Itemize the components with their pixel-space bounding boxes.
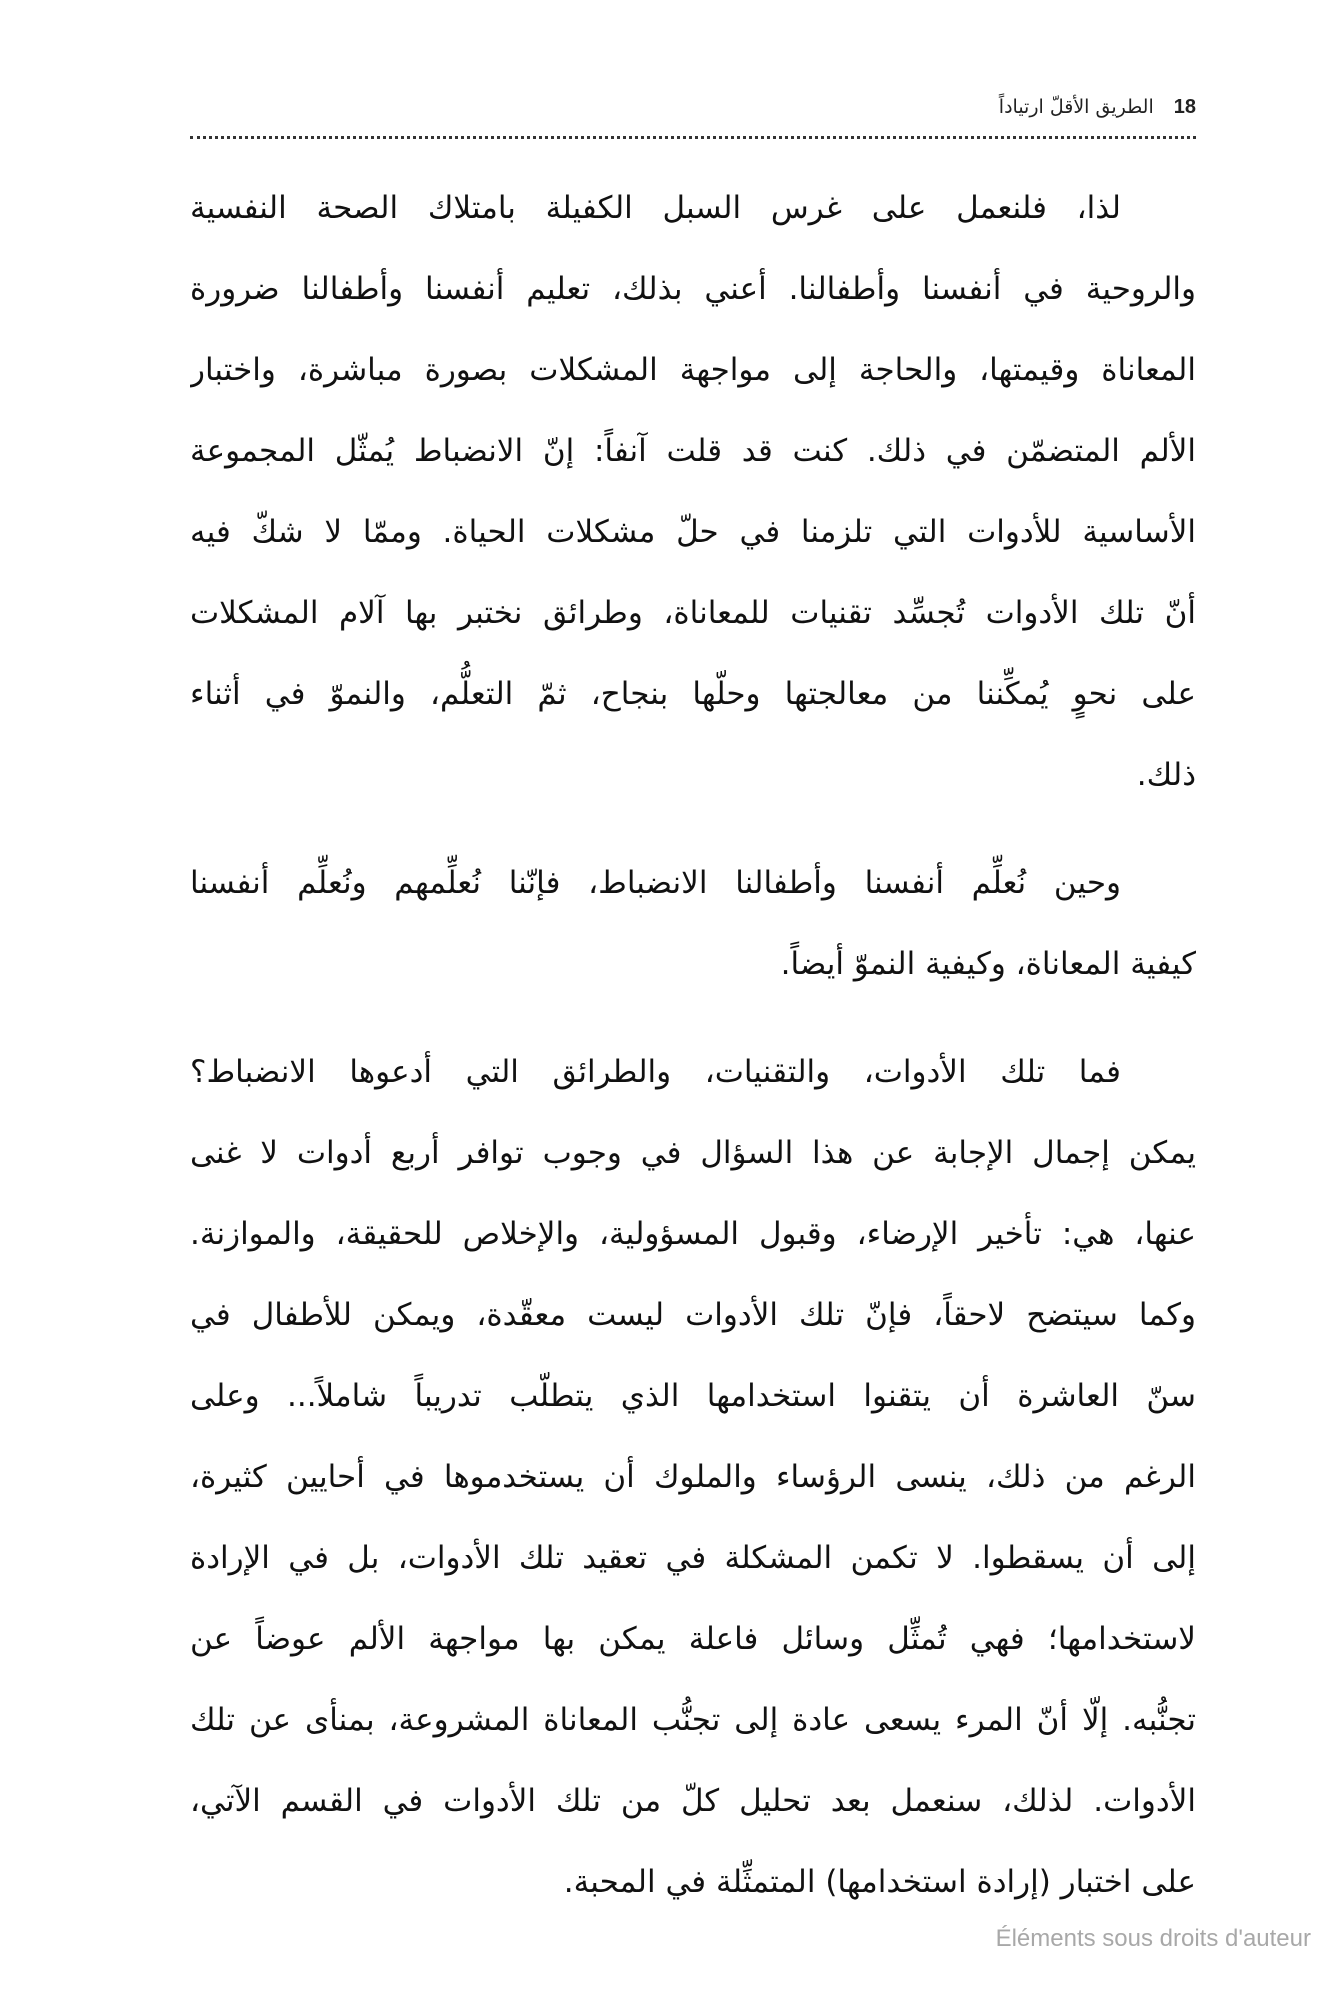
text-line: والروحية في أنفسنا وأطفالنا. أعني بذلك، تعليم أنفسنا وأطفالنا ضرورة	[190, 271, 1196, 307]
text-line: ذلك.	[1136, 757, 1196, 793]
text-line: لاستخدامها؛ فهي تُمثِّل وسائل فاعلة يمكن بها مواجهة الألم عوضاً عن	[190, 1621, 1196, 1657]
text-line: إلى أن يسقطوا. لا تكمن المشكلة في تعقيد تلك الأدوات، بل في الإرادة	[190, 1540, 1196, 1576]
text-line: على نحوٍ يُمكِّننا من معالجتها وحلّها بنجاح، ثمّ التعلُّم، والنموّ في أثناء	[190, 676, 1196, 712]
text-line: فما تلك الأدوات، والتقنيات، والطرائق التي أدعوها الانضباط؟	[190, 1054, 1121, 1090]
running-title: الطريق الأقلّ ارتياداً	[998, 96, 1154, 118]
text-line: الأساسية للأدوات التي تلزمنا في حلّ مشكلات الحياة. وممّا لا شكّ فيه	[190, 514, 1196, 550]
header-dotted-divider	[190, 136, 1196, 139]
copyright-watermark: Éléments sous droits d'auteur	[995, 1925, 1311, 1952]
text-line: الأدوات. لذلك، سنعمل بعد تحليل كلّ من تلك الأدوات في القسم الآتي،	[190, 1783, 1196, 1819]
paragraph-3	[190, 1032, 1196, 1923]
text-line: سنّ العاشرة أن يتقنوا استخدامها الذي يتطلّب تدريباً شاملاً... وعلى	[190, 1378, 1196, 1414]
text-line: الرغم من ذلك، ينسى الرؤساء والملوك أن يستخدموها في أحايين كثيرة،	[190, 1459, 1196, 1495]
body-text	[190, 168, 1196, 1950]
page-number: 18	[1173, 95, 1196, 118]
text-line: عنها، هي: تأخير الإرضاء، وقبول المسؤولية، والإخلاص للحقيقة، والموازنة.	[190, 1216, 1196, 1252]
paragraph-2	[190, 843, 1196, 1005]
text-line: تجنُّبه. إلّا أنّ المرء يسعى عادة إلى تجنُّب المعاناة المشروعة، بمنأى عن تلك	[190, 1702, 1196, 1738]
text-line: أنّ تلك الأدوات تُجسِّد تقنيات للمعاناة، وطرائق نختبر بها آلام المشكلات	[190, 595, 1196, 631]
text-line: كيفية المعاناة، وكيفية النموّ أيضاً.	[780, 946, 1196, 982]
text-line: لذا، فلنعمل على غرس السبل الكفيلة بامتلاك الصحة النفسية	[190, 190, 1121, 226]
text-line: وحين نُعلِّم أنفسنا وأطفالنا الانضباط، فإنّنا نُعلِّمهم ونُعلِّم أنفسنا	[190, 865, 1121, 901]
text-line: يمكن إجمال الإجابة عن هذا السؤال في وجوب توافر أربع أدوات لا غنى	[190, 1135, 1196, 1171]
paragraph-1	[190, 168, 1196, 816]
text-line: على اختبار (إرادة استخدامها) المتمثِّلة في المحبة.	[563, 1864, 1196, 1900]
text-line: الألم المتضمّن في ذلك. كنت قد قلت آنفاً: إنّ الانضباط يُمثّل المجموعة	[190, 433, 1196, 469]
text-line: المعاناة وقيمتها، والحاجة إلى مواجهة المشكلات بصورة مباشرة، واختبار	[190, 352, 1196, 388]
page-header	[190, 90, 1196, 124]
text-line: وكما سيتضح لاحقاً، فإنّ تلك الأدوات ليست معقّدة، ويمكن للأطفال في	[190, 1297, 1196, 1333]
